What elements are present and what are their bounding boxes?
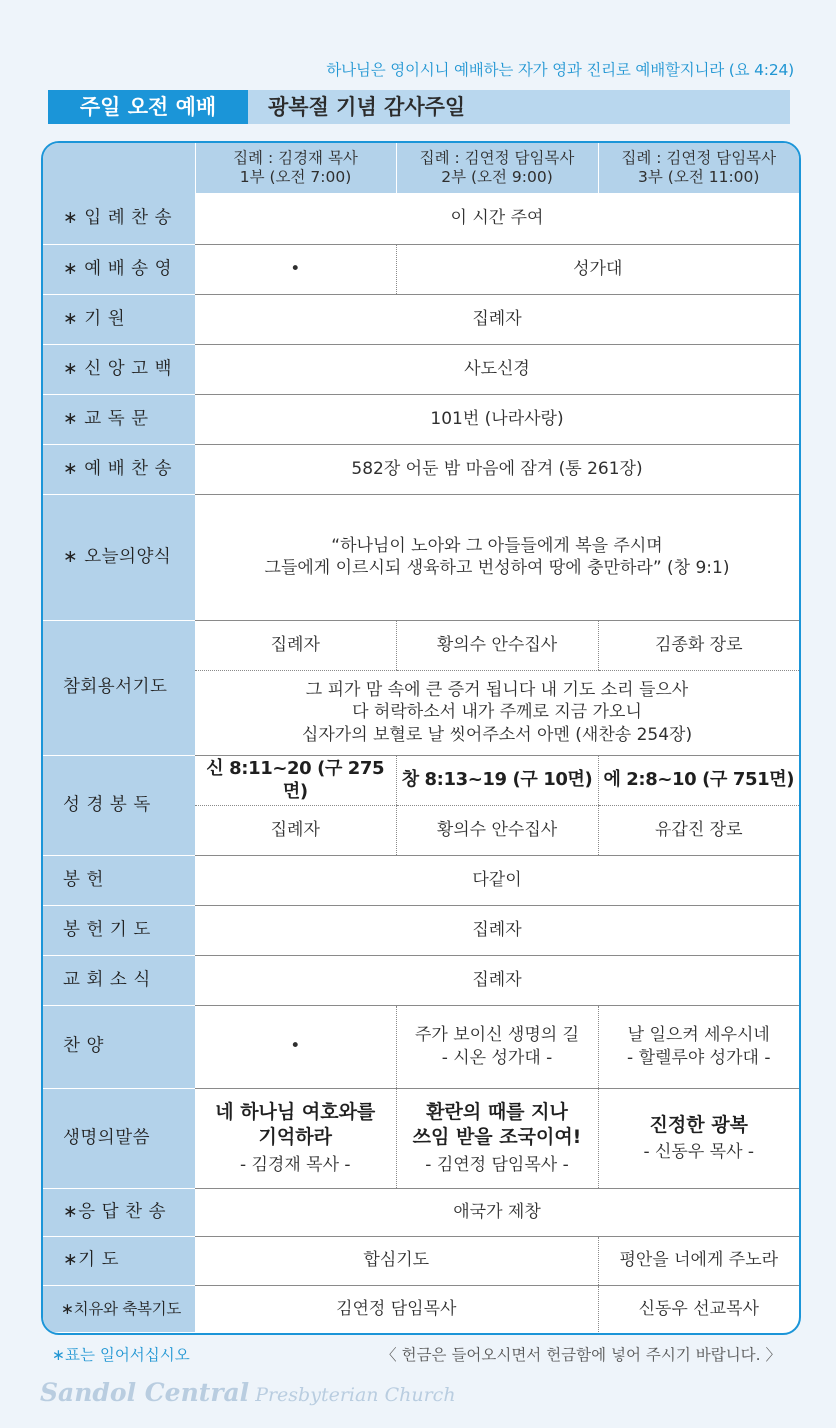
label-call: ∗ 예 배 송 영 <box>43 244 195 294</box>
praise-2 <box>396 1005 598 1088</box>
service-name: 주일 오전 예배 <box>48 90 248 124</box>
scripture-reader-1: 집례자 <box>195 805 396 855</box>
service-theme: 광복절 기념 감사주일 <box>268 95 466 119</box>
row-offering-prayer <box>43 905 799 955</box>
sermon-1-speaker: - 김경재 목사 - <box>239 1154 351 1175</box>
sermon-2-speaker: - 김연정 담임목사 - <box>425 1154 569 1175</box>
label-offering: 봉 헌 <box>43 855 195 905</box>
confession-line-1: 그 피가 맘 속에 큰 증거 됩니다 내 기도 소리 들으사 <box>305 680 689 701</box>
value-offering-prayer: 집례자 <box>195 905 799 955</box>
praise-3-choir: - 할렐루야 성가대 - <box>627 1047 771 1068</box>
row-response-hymn <box>43 1188 799 1236</box>
praise-3-title: 날 일으켜 세우시네 <box>627 1025 770 1046</box>
row-call-to-worship <box>43 244 799 294</box>
value-healing-3: 신동우 선교목사 <box>598 1285 799 1332</box>
row-prayer <box>43 1236 799 1285</box>
sermon-2-title-b: 쓰임 받을 조국이여! <box>412 1125 582 1148</box>
label-confession: 참회용서기도 <box>43 620 195 755</box>
row-hymn <box>43 444 799 494</box>
sermon-1-title-a: 네 하나님 여호와를 <box>215 1101 376 1124</box>
praise-3 <box>598 1005 799 1088</box>
label-praise: 찬 양 <box>43 1005 195 1088</box>
confession-reader-2: 황의수 안수집사 <box>396 620 598 670</box>
title-bar <box>48 90 790 124</box>
scripture-reader-3: 유갑진 장로 <box>598 805 799 855</box>
label-hymn: ∗ 예 배 찬 송 <box>43 444 195 494</box>
praise-1: • <box>195 1005 396 1088</box>
value-invocation: 집례자 <box>195 294 799 344</box>
service-2-leader: 집례 : 김연정 담임목사 <box>419 149 575 168</box>
offering-note: 〈 헌금은 들어오시면서 헌금함에 넣어 주시기 바랍니다. 〉 <box>381 1346 781 1364</box>
service-3-time: 3부 (오전 11:00) <box>638 168 760 186</box>
value-call-23: 성가대 <box>396 244 799 294</box>
praise-2-title: 주가 보이신 생명의 길 <box>414 1025 579 1046</box>
value-offering: 다같이 <box>195 855 799 905</box>
label-prelude: ∗ 입 례 찬 송 <box>43 193 195 244</box>
label-creed: ∗ 신 앙 고 백 <box>43 344 195 394</box>
value-prelude: 이 시간 주여 <box>195 193 799 244</box>
service-3-leader: 집례 : 김연정 담임목사 <box>621 149 777 168</box>
row-offering <box>43 855 799 905</box>
confession-hymn <box>195 670 799 755</box>
header-service-3 <box>598 143 799 193</box>
label-offering-prayer: 봉 헌 기 도 <box>43 905 195 955</box>
order-of-worship <box>41 141 801 1335</box>
scripture-ref-2: 창 8:13~19 (구 10면) <box>396 755 598 805</box>
label-healing: ∗치유와 축복기도 <box>43 1285 195 1332</box>
service-1-time: 1부 (오전 7:00) <box>239 168 352 186</box>
value-call-1: • <box>195 244 396 294</box>
bread-line-1: “하나님이 노아와 그 아들들에게 복을 주시며 <box>331 535 663 556</box>
row-praise <box>43 1005 799 1088</box>
row-invocation <box>43 294 799 344</box>
confession-line-3: 십자가의 보혈로 날 씻어주소서 아멘 (새찬송 254장) <box>301 724 693 745</box>
sermon-1-title-b: 기억하라 <box>258 1125 332 1148</box>
scripture-ref-3: 에 2:8~10 (구 751면) <box>598 755 799 805</box>
label-response: ∗응 답 찬 송 <box>43 1188 195 1236</box>
value-hymn: 582장 어둔 밤 마음에 잠겨 (통 261장) <box>195 444 799 494</box>
bread-line-2: 그들에게 이르시되 생육하고 번성하여 땅에 충만하라” (창 9:1) <box>264 558 730 578</box>
label-scripture: 성 경 봉 독 <box>43 755 195 855</box>
label-sermon: 생명의말씀 <box>43 1088 195 1188</box>
sermon-1 <box>195 1088 396 1188</box>
row-responsive-reading <box>43 394 799 444</box>
scripture-ref-1: 신 8:11~20 (구 275면) <box>195 755 396 805</box>
church-name: Sandol Central <box>40 1378 250 1407</box>
value-prayer-3: 평안을 너에게 주노라 <box>598 1236 799 1285</box>
value-bread <box>195 494 799 620</box>
sermon-3-speaker: - 신동우 목사 - <box>643 1142 755 1163</box>
service-2-time: 2부 (오전 9:00) <box>441 168 553 186</box>
label-prayer: ∗기 도 <box>43 1236 195 1285</box>
sermon-2 <box>396 1088 598 1188</box>
sermon-2-title-a: 환란의 때를 지나 <box>426 1101 568 1124</box>
row-church-news <box>43 955 799 1005</box>
label-bread: ∗ 오늘의양식 <box>43 494 195 620</box>
value-healing-12: 김연정 담임목사 <box>336 1298 457 1319</box>
row-prelude <box>43 193 799 244</box>
standing-note: ∗표는 일어서십시오 <box>52 1346 190 1364</box>
label-invocation: ∗ 기 원 <box>43 294 195 344</box>
service-1-leader: 집례 : 김경재 목사 <box>233 149 358 168</box>
confession-reader-3: 김종화 장로 <box>598 620 799 670</box>
confession-line-2: 다 허락하소서 내가 주께로 지금 가오니 <box>352 702 642 723</box>
row-healing-prayer <box>43 1285 799 1332</box>
label-reading: ∗ 교 독 문 <box>43 394 195 444</box>
header-row <box>43 143 799 193</box>
header-service-2 <box>396 143 598 193</box>
sermon-3 <box>598 1088 799 1188</box>
value-reading: 101번 (나라사랑) <box>195 394 799 444</box>
confession-reader-1: 집례자 <box>195 620 396 670</box>
value-news: 집례자 <box>195 955 799 1005</box>
church-subname: Presbyterian Church <box>255 1384 456 1406</box>
value-creed: 사도신경 <box>195 344 799 394</box>
row-daily-bread <box>43 494 799 620</box>
scripture-verse: 하나님은 영이시니 예배하는 자가 영과 진리로 예배할지니라 (요 4:24) <box>326 61 794 79</box>
church-logo <box>40 1378 456 1407</box>
value-response: 애국가 제창 <box>195 1188 799 1236</box>
header-corner <box>43 143 195 193</box>
row-scripture-refs <box>43 755 799 805</box>
praise-2-choir: - 시온 성가대 - <box>441 1047 553 1068</box>
value-prayer-12: 합심기도 <box>195 1236 598 1285</box>
label-news: 교 회 소 식 <box>43 955 195 1005</box>
row-sermon <box>43 1088 799 1188</box>
row-confession-readers <box>43 620 799 670</box>
header-service-1 <box>195 143 396 193</box>
scripture-reader-2: 황의수 안수집사 <box>396 805 598 855</box>
row-creed <box>43 344 799 394</box>
sermon-3-title: 진정한 광복 <box>649 1113 748 1136</box>
